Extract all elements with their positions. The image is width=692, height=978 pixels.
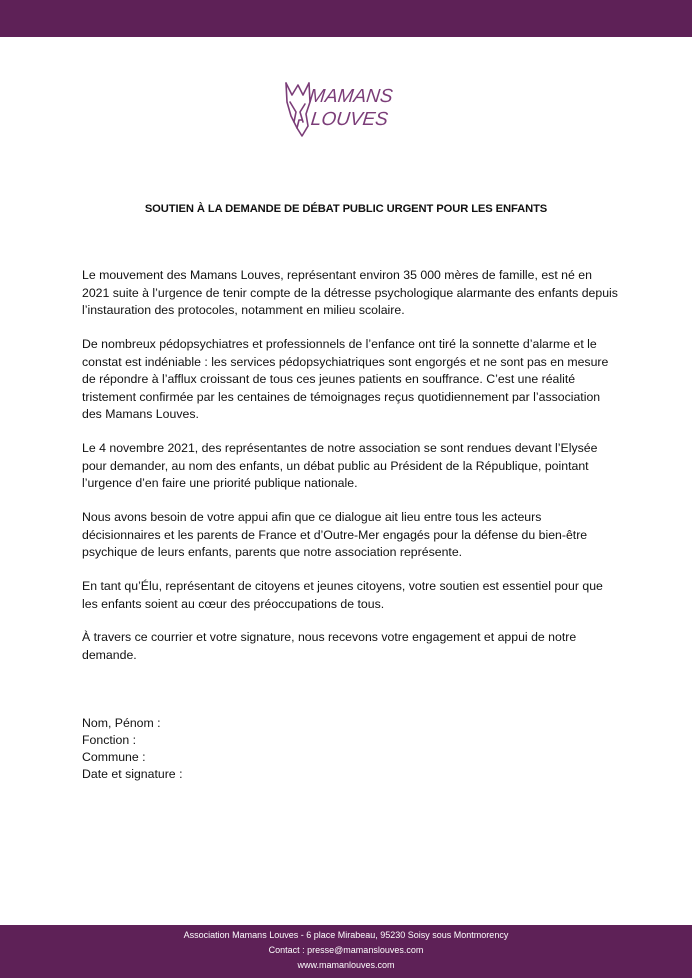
paragraph-1: Le mouvement des Mamans Louves, représentant environ 35 000 mères de famille, est né en 2021 suite à l’urgence de tenir compte de la détresse psychologique alarmante des enfants depuis l’instauration des protocoles, notamment en milieu scolaire. <box>82 268 618 318</box>
footer-website: www.mamanlouves.com <box>297 960 395 970</box>
paragraph-4: Nous avons besoin de votre appui afin que ce dialogue ait lieu entre tous les acteurs décisionnaires et les parents de France et d’Outre-Mer engagés pour la défense du bien-être psychique de leurs enfants, parents que notre association représente. <box>82 510 588 560</box>
paragraph-5: En tant qu’Élu, représentant de citoyens et jeunes citoyens, votre soutien est essentiel pour que les enfants soient au cœur des préoccupations de tous. <box>82 579 603 611</box>
paragraph-3: Le 4 novembre 2021, des représentantes de notre association se sont rendues devant l’Elysée pour demander, au nom des enfants, un débat public au Président de la République, pointant l’urgence d’en faire une priorité publique nationale. <box>82 441 598 491</box>
paragraph-2: De nombreux pédopsychiatres et professionnels de l’enfance ont tiré la sonnette d’alarme et le constat est indéniable : les services pédopsychiatriques sont engorgés et ne sont pas en mesure de répondre à l’afflux croissant de tous ces jeunes patients en souffrance. C’est une réalité tristement confirmée par les centaines de témoignages reçus quotidiennement par l’association des Mamans Louves. <box>82 337 609 422</box>
signature-field-function: Fonction : <box>82 733 136 747</box>
footer-contact: Contact : presse@mamanslouves.com <box>268 945 424 955</box>
mamans-louves-logo <box>283 80 394 142</box>
logo-text-line1: MAMANS <box>308 86 394 107</box>
signature-field-commune: Commune : <box>82 750 146 764</box>
footer-address: Association Mamans Louves - 6 place Mirabeau, 95230 Soisy sous Montmorency <box>183 930 509 940</box>
signature-field-date-signature: Date et signature : <box>82 767 183 781</box>
footer-band <box>0 925 692 978</box>
header-band <box>0 0 692 37</box>
document-title: SOUTIEN À LA DEMANDE DE DÉBAT PUBLIC URGENT POUR LES ENFANTS <box>144 203 548 215</box>
wolf-head-icon <box>286 83 310 136</box>
logo-text-line2: LOUVES <box>309 109 390 130</box>
paragraph-6: À travers ce courrier et votre signature, nous recevons votre engagement et appui de notre demande. <box>82 630 577 662</box>
signature-field-name: Nom, Pénom : <box>82 716 161 730</box>
